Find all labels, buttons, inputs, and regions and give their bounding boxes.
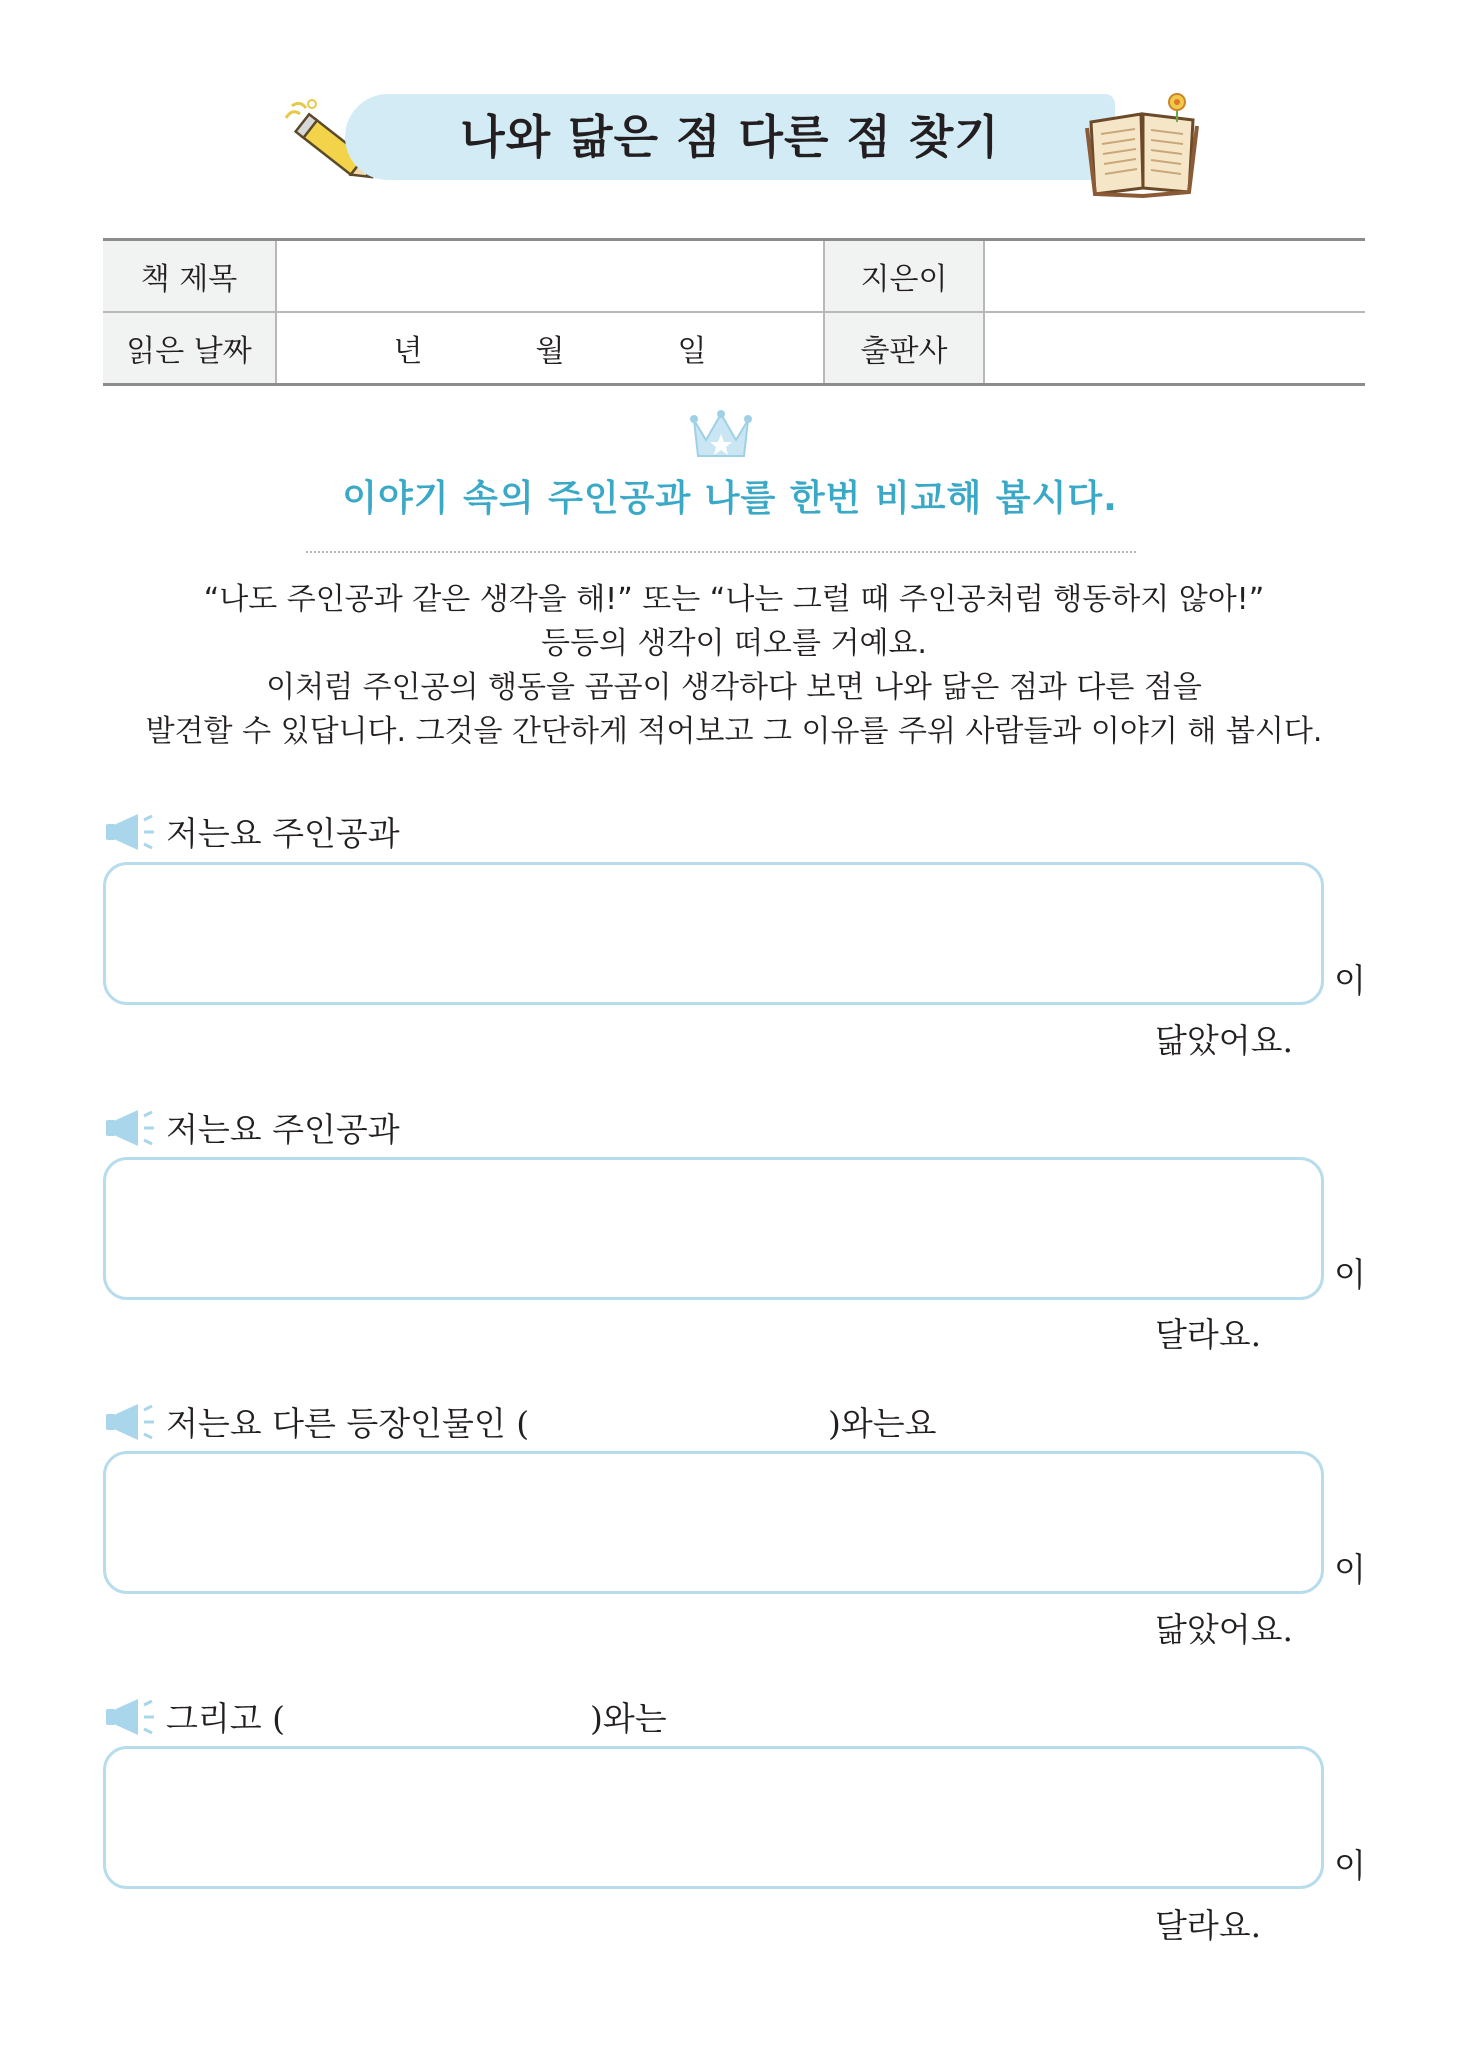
- section-3-answer-box[interactable]: [103, 1451, 1324, 1594]
- intro-line: “나도 주인공과 같은 생각을 해!” 또는 “나는 그럴 때 주인공처럼 행동하지 않아!”: [203, 582, 1265, 617]
- subtitle: 이야기 속의 주인공과 나를 한번 비교해 봅시다.: [342, 478, 1118, 519]
- megaphone-icon: [104, 812, 158, 852]
- section-1-prompt: 저는요 주인공과: [166, 814, 400, 853]
- section-4-ending: 달라요.: [1155, 1906, 1262, 1945]
- publisher-label: 출판사: [824, 312, 984, 385]
- year-unit: 년: [393, 334, 423, 369]
- intro-line: 등등의 생각이 떠오를 거예요.: [541, 626, 927, 661]
- section-2-ending: 달라요.: [1155, 1315, 1262, 1354]
- month-unit: 월: [535, 334, 565, 369]
- intro-line: 이처럼 주인공의 행동을 곰곰이 생각하다 보면 나와 닮은 점과 다른 점을: [266, 670, 1202, 705]
- author-field[interactable]: [984, 240, 1365, 313]
- book-title-label: 책 제목: [103, 240, 276, 313]
- day-unit: 일: [677, 334, 707, 369]
- section-2-answer-box[interactable]: [103, 1157, 1324, 1300]
- megaphone-icon: [104, 1108, 158, 1148]
- publisher-field[interactable]: [984, 312, 1365, 385]
- section-4-character-blank[interactable]: [290, 1693, 580, 1737]
- section-4-particle: 이: [1334, 1846, 1366, 1885]
- section-3-character-blank[interactable]: [528, 1398, 818, 1442]
- author-label: 지은이: [824, 240, 984, 313]
- section-3-particle: 이: [1334, 1550, 1366, 1589]
- section-2-particle: 이: [1334, 1255, 1366, 1294]
- page-title: 나와 닮은 점 다른 점 찾기: [460, 110, 1000, 164]
- date-label: 읽은 날짜: [103, 312, 276, 385]
- section-3-prompt-after: )와는요: [828, 1404, 937, 1443]
- intro-line: 발견할 수 있답니다. 그것을 간단하게 적어보고 그 이유를 주위 사람들과 이야기 해 봅시다.: [145, 714, 1323, 749]
- book-title-field[interactable]: [276, 240, 824, 313]
- crown-icon: [688, 410, 754, 462]
- section-4-prompt-after: )와는: [590, 1699, 667, 1738]
- book-info-table: [103, 238, 1365, 386]
- section-2-prompt: 저는요 주인공과: [166, 1110, 400, 1149]
- section-1-ending: 닮았어요.: [1155, 1021, 1294, 1060]
- section-1-particle: 이: [1334, 961, 1366, 1000]
- section-4-answer-box[interactable]: [103, 1746, 1324, 1889]
- section-4-prompt-before: 그리고 (: [166, 1699, 285, 1738]
- dotted-divider: [306, 551, 1136, 553]
- date-field[interactable]: [276, 312, 824, 385]
- book-icon: [1085, 92, 1205, 202]
- intro-paragraph: [103, 578, 1365, 754]
- megaphone-icon: [104, 1402, 158, 1442]
- megaphone-icon: [104, 1697, 158, 1737]
- section-3-prompt-before: 저는요 다른 등장인물인 (: [166, 1404, 530, 1443]
- section-3-ending: 닮았어요.: [1155, 1610, 1294, 1649]
- section-1-answer-box[interactable]: [103, 862, 1324, 1005]
